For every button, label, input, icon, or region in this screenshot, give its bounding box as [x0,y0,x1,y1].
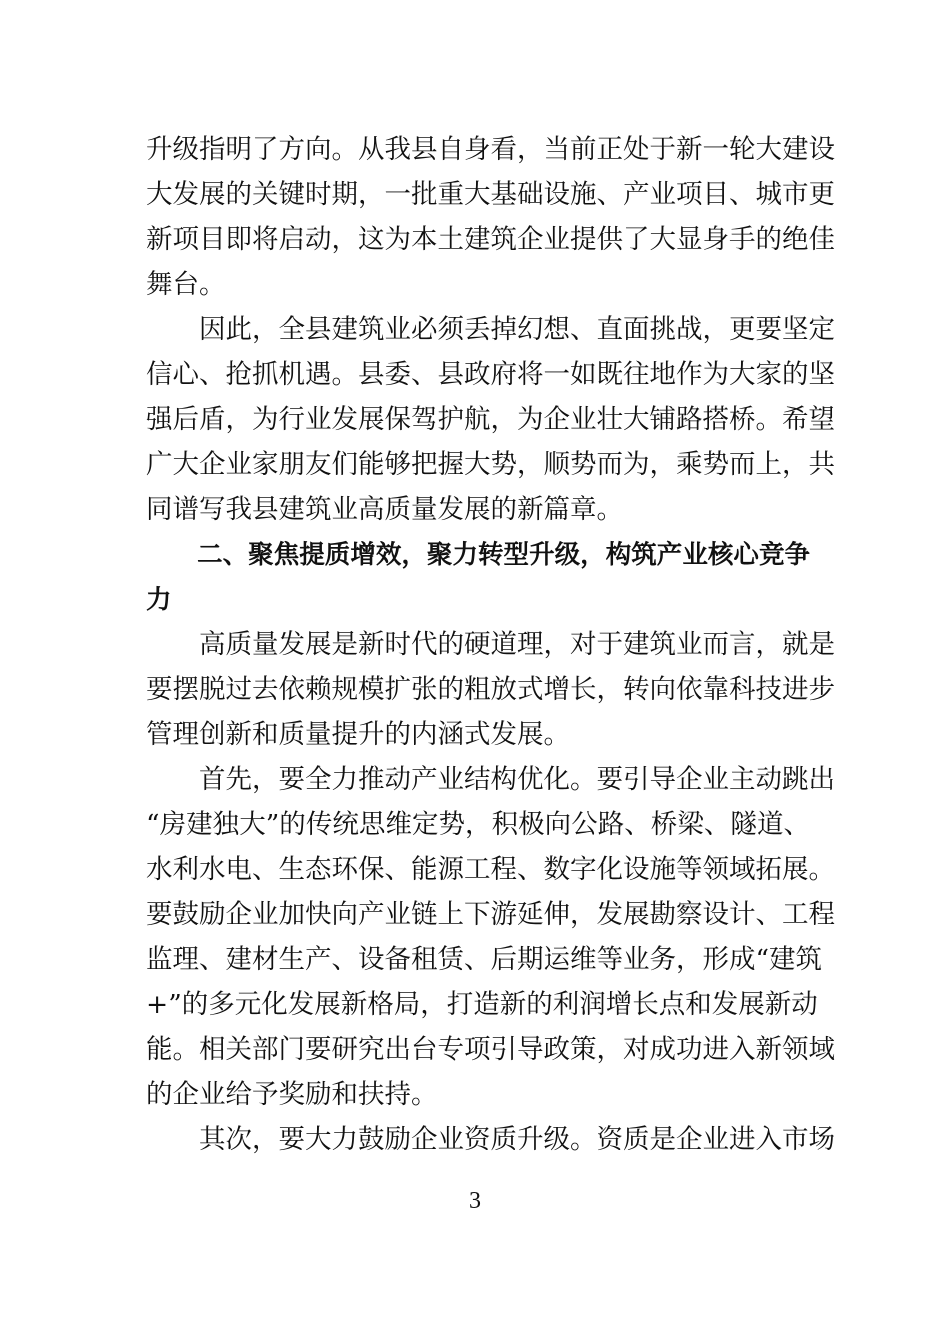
body-line: 广大企业家朋友们能够把握大势，顺势而为，乘势而上，共 [146,449,835,480]
body-line: 水利水电、生态环保、能源工程、数字化设施等领域拓展。 [146,854,835,885]
body-line: “房建独大”的传统思维定势，积极向公路、桥梁、隧道、 [146,809,810,840]
body-line: 要摆脱过去依赖规模扩张的粗放式增长，转向依靠科技进步 [146,674,835,705]
body-line: 新项目即将启动，这为本土建筑企业提供了大显身手的绝佳 [146,224,835,255]
body-line: 信心、抢抓机遇。县委、县政府将一如既往地作为大家的坚 [146,359,835,390]
body-line: 强后盾，为行业发展保驾护航，为企业壮大铺路搭桥。希望 [146,404,835,435]
body-line: 高质量发展是新时代的硬道理，对于建筑业而言，就是 [146,629,835,660]
body-line: 舞台。 [146,269,226,300]
page-number: 3 [469,1188,481,1214]
body-line: 大发展的关键时期，一批重大基础设施、产业项目、城市更 [146,179,835,210]
section-heading: 二、聚焦提质增效，聚力转型升级，构筑产业核心竞争 [146,540,810,570]
body-line: 其次，要大力鼓励企业资质升级。资质是企业进入市场 [146,1124,835,1155]
body-line: 监理、建材生产、设备租赁、后期运维等业务，形成“建筑 [146,944,823,975]
body-line: 因此，全县建筑业必须丢掉幻想、直面挑战，更要坚定 [146,314,835,345]
body-line: 升级指明了方向。从我县自身看，当前正处于新一轮大建设 [146,134,835,165]
body-line: 管理创新和质量提升的内涵式发展。 [146,719,570,750]
body-line: 首先，要全力推动产业结构优化。要引导企业主动跳出 [146,764,835,795]
body-line: 要鼓励企业加快向产业链上下游延伸，发展勘察设计、工程 [146,899,835,930]
body-line: 的企业给予奖励和扶持。 [146,1079,438,1110]
section-heading: 力 [146,585,172,615]
body-line: 能。相关部门要研究出台专项引导政策，对成功进入新领域 [146,1034,835,1065]
body-line: 同谱写我县建筑业高质量发展的新篇章。 [146,494,623,525]
body-line: +”的多元化发展新格局，打造新的利润增长点和发展新动 [146,989,818,1020]
